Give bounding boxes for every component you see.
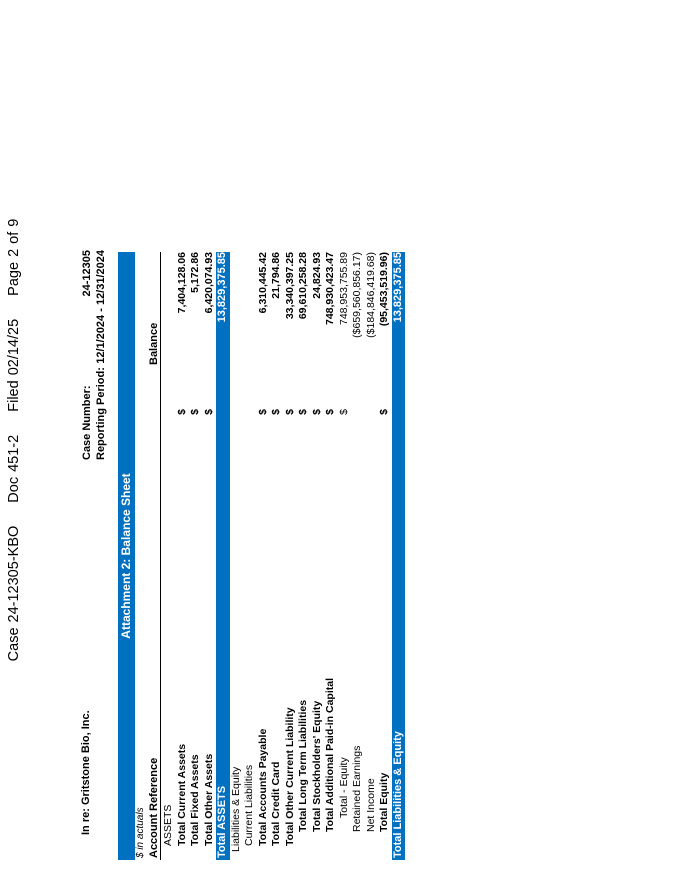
currency-symbol: $ [310,409,323,415]
currency-symbol: $ [378,409,390,415]
table-row [230,252,244,860]
balance-table [162,252,405,860]
row-amount: 33,340,397.25 [283,252,296,320]
row-label: Total Stockholders' Equity [310,700,323,832]
table-row [324,252,338,860]
table-row [243,252,257,860]
case-info-labels [80,367,108,460]
row-label: ASSETS [162,804,174,846]
row-amount: 13,829,375.85 [391,252,404,323]
row-label: Current Liabilities [243,764,255,846]
table-row [257,252,271,860]
table-row [270,252,284,860]
row-amount: 13,829,375.85 [216,252,228,323]
row-label: Total Other Assets [202,753,215,846]
row-amount: (95,453,519.96) [378,252,393,326]
entity-name: In re: Gritstone Bio, Inc. [80,710,92,835]
table-row [284,252,298,860]
row-label: Total Current Assets [175,743,188,846]
table-row [338,252,352,860]
table-row [311,252,325,860]
row-amount: 6,420,074.93 [202,252,215,314]
table-row [365,252,379,860]
total-assets-row [216,252,230,860]
row-label: Total Credit Card [270,761,282,846]
balance-column-header: Balance [148,322,160,365]
total-equity-row [378,252,392,860]
row-label: Total Additional Paid-in Capital [324,678,336,832]
currency-symbol: $ [256,409,269,415]
row-amount: 748,953,755.89 [337,252,350,325]
row-amount: 69,610,258.28 [297,252,309,320]
table-row [203,252,217,860]
case-number-label: Case Number: [81,385,93,460]
table-row [189,252,203,860]
row-amount: 21,794.86 [270,252,282,299]
reporting-period-label: Reporting Period: [95,367,107,460]
court-header [6,0,22,880]
row-amount: 5,172.86 [189,252,201,293]
row-amount: ($184,846,419.68) [364,252,377,338]
row-label: Total Other Current Liability [283,707,296,846]
report-title: Attachment 2: Balance Sheet [118,252,135,860]
account-column-header: Account Reference [148,757,160,858]
row-label: Total Long Term Liabilities [297,699,309,832]
case-number-value: 24-12305 [81,250,93,297]
table-row [162,252,176,860]
row-label: Total Liabilities & Equity [391,731,404,858]
units-note: $ in actuals [135,807,146,858]
case-id: Case 24-12305-KBO [6,525,22,662]
currency-symbol: $ [324,409,336,415]
page-number: Page 2 of 9 [6,218,22,296]
row-label: Total Equity [378,772,390,832]
case-info-values [80,250,108,380]
currency-symbol: $ [202,409,215,415]
row-label: Total - Equity [337,757,350,818]
row-amount: 6,310,445.42 [256,252,269,314]
row-label: Total Fixed Assets [189,754,201,846]
column-header [147,252,161,860]
table-row [297,252,311,860]
row-amount: 748,930,423.47 [324,252,336,325]
table-row [351,252,365,860]
row-amount: ($659,560,856.17) [351,252,363,338]
reporting-period-value: 12/1/2024 - 12/31/2024 [95,250,107,364]
currency-symbol: $ [270,409,282,415]
row-label: Net Income [364,778,377,832]
doc-number: Doc 451-2 [6,434,22,503]
currency-symbol: $ [297,409,309,415]
currency-symbol: $ [283,409,296,415]
currency-symbol: $ [189,409,201,415]
table-row [176,252,190,860]
row-amount: 7,404,128.06 [175,252,188,314]
row-label: Total ASSETS [216,785,228,858]
row-label: Total Accounts Payable [256,728,269,846]
currency-symbol: $ [337,409,350,415]
row-label: Liabilities & Equity [229,766,242,852]
total-liabilities-equity-row [392,252,406,860]
currency-symbol: $ [175,409,188,415]
filed-date: Filed 02/14/25 [6,318,22,412]
row-label: Retained Earnings [351,745,363,832]
row-amount: 24,824.93 [310,252,323,299]
